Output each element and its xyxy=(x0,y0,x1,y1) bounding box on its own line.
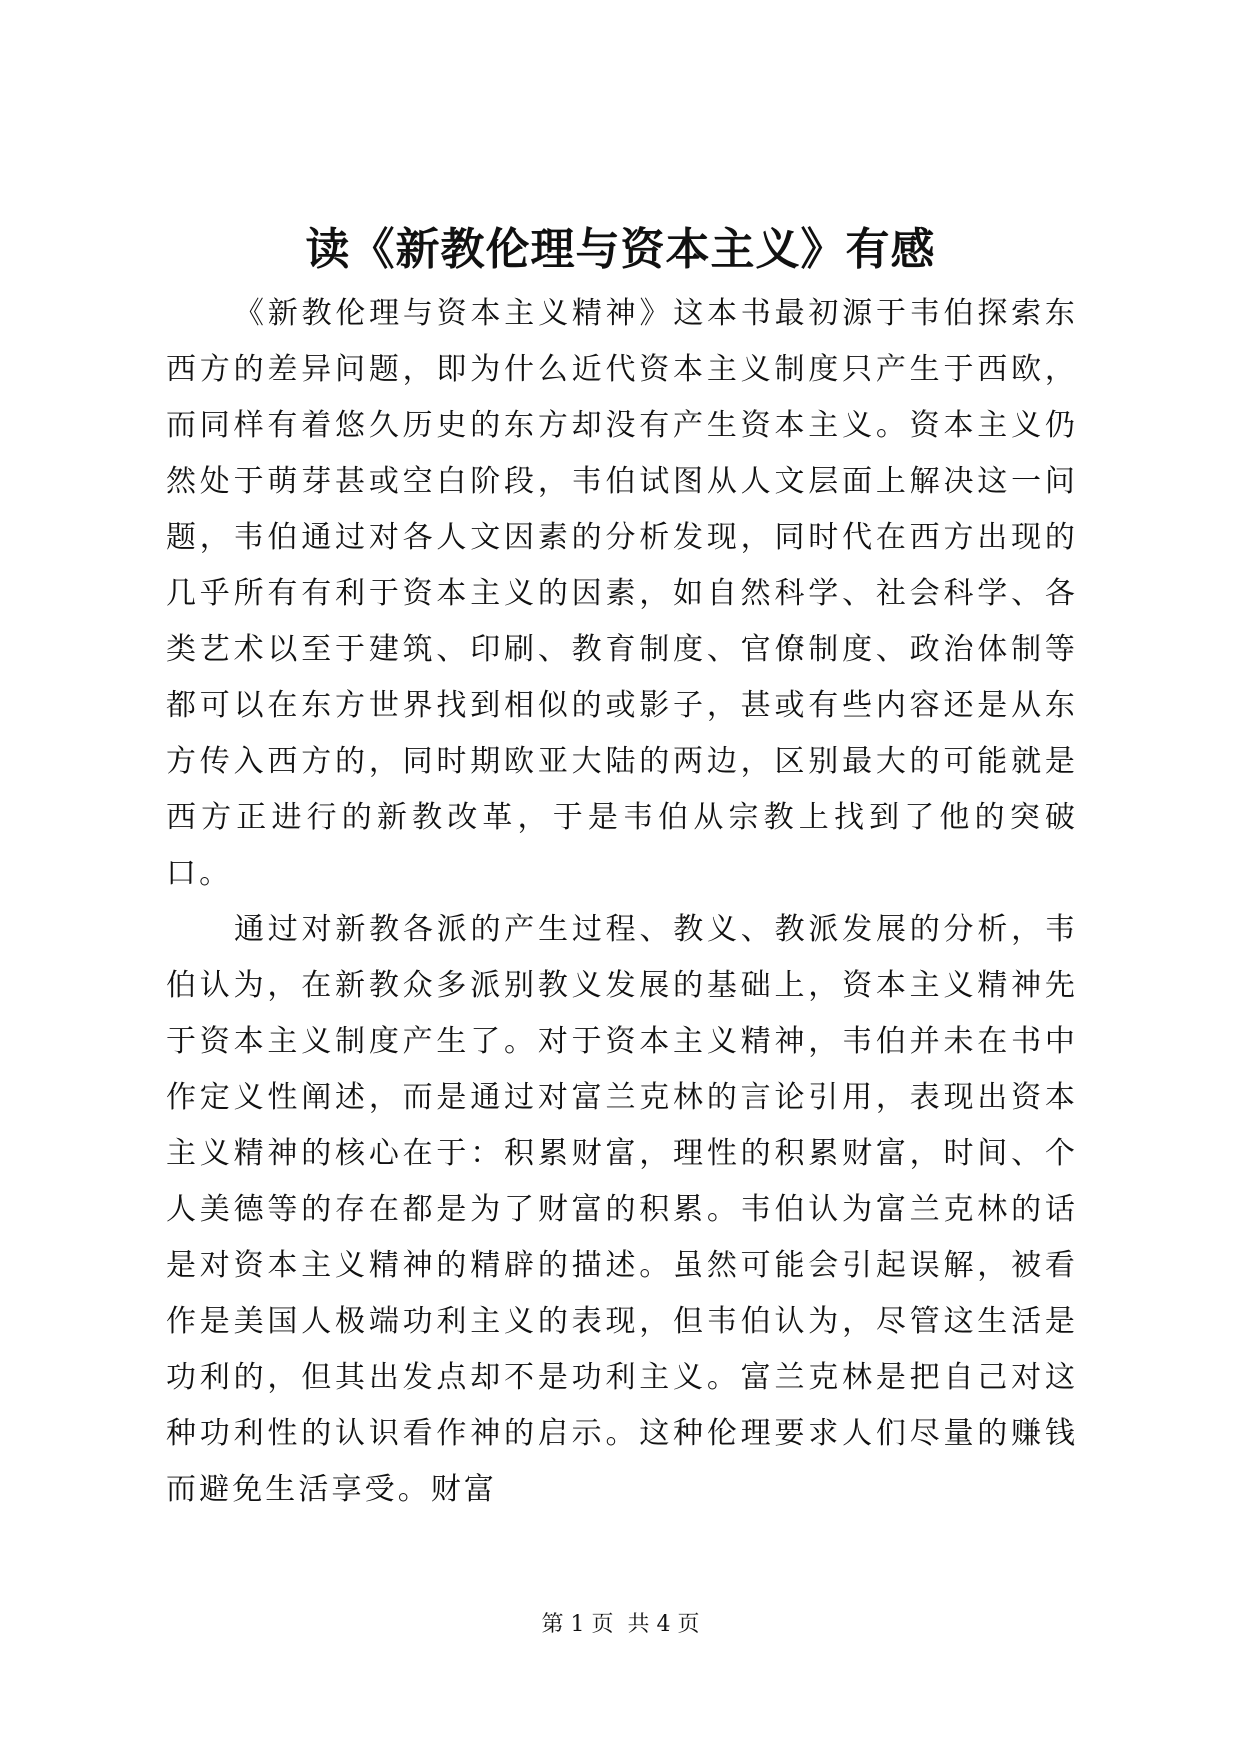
page-number: 第 1 页 共 4 页 xyxy=(541,1612,700,1637)
page-footer xyxy=(0,1610,1241,1640)
paragraph-2: 通过对新教各派的产生过程、教义、教派发展的分析，韦伯认为，在新教众多派别教义发展的基础上，资本主义精神先于资本主义制度产生了。对于资本主义精神，韦伯并未在书中作定义性阐述，而是通过对富兰克林的言论引用，表现出资本主义精神的核心在于：积累财富，理性的积累财富，时间、个人美德等的存在都是为了财富的积累。韦伯认为富兰克林的话是对资本主义精神的精辟的描述。虽然可能会引起误解，被看作是美国人极端功利主义的表现，但韦伯认为，尽管这生活是功利的，但其出发点却不是功利主义。富兰克林是把自己对这种功利性的认识看作神的启示。这种伦理要求人们尽量的赚钱而避免生活享受。财富 xyxy=(166,912,1078,1507)
document-title: 读《新教伦理与资本主义》有感 xyxy=(305,224,936,275)
document-body xyxy=(166,286,1078,1518)
paragraph-1: 《新教伦理与资本主义精神》这本书最初源于韦伯探索东西方的差异问题，即为什么近代资本主义制度只产生于西欧，而同样有着悠久历史的东方却没有产生资本主义。资本主义仍然处于萌芽甚或空白阶段，韦伯试图从人文层面上解决这一问题，韦伯通过对各人文因素的分析发现，同时代在西方出现的几乎所有有利于资本主义的因素，如自然科学、社会科学、各类艺术以至于建筑、印刷、教育制度、官僚制度、政治体制等都可以在东方世界找到相似的或影子，甚或有些内容还是从东方传入西方的，同时期欧亚大陆的两边，区别最大的可能就是西方正进行的新教改革，于是韦伯从宗教上找到了他的突破口。 xyxy=(166,296,1078,891)
